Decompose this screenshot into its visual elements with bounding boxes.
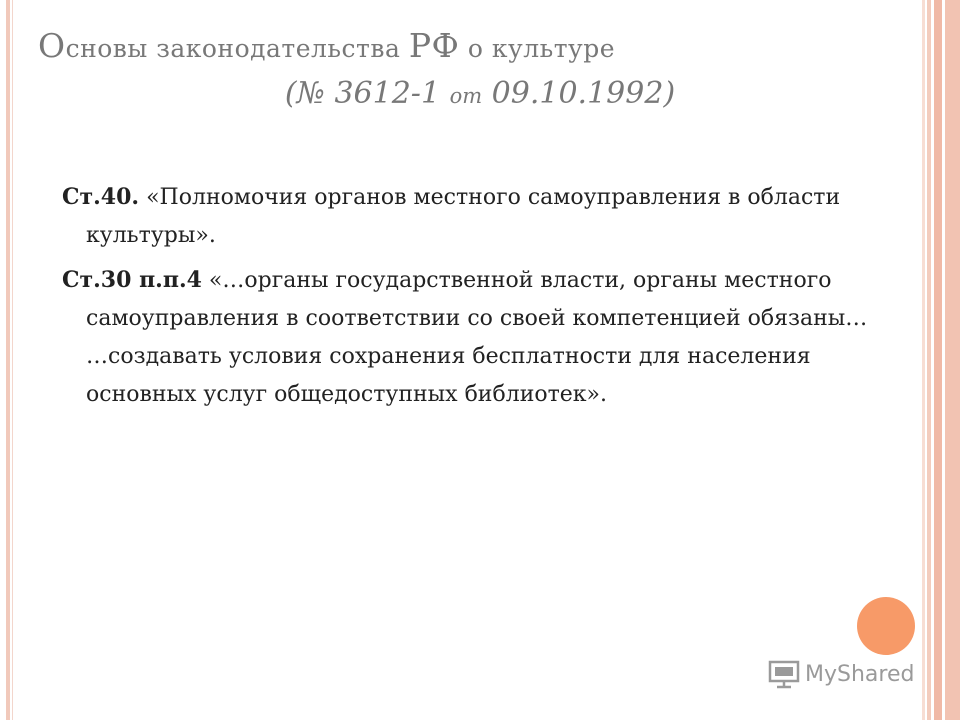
watermark-text: MyShared xyxy=(805,661,915,687)
article-ref: Ст.40. xyxy=(62,184,140,210)
paragraph-article-40 xyxy=(62,178,892,255)
title-rest: сновы законодательства xyxy=(65,34,409,63)
slide-subtitle xyxy=(0,76,960,111)
title-first-letter: О xyxy=(38,26,66,65)
subtitle-open: (№ 3612-1 xyxy=(284,76,450,111)
accent-circle xyxy=(857,597,915,655)
slide-title xyxy=(38,26,918,65)
body-text xyxy=(62,178,892,420)
watermark-logo xyxy=(767,656,914,692)
title-tail: о культуре xyxy=(459,34,616,63)
paragraph-article-30 xyxy=(62,261,892,414)
article-text: «Полномочия органов местного самоуправления в области культуры». xyxy=(86,185,841,248)
subtitle-ot: от xyxy=(449,84,483,108)
title-rf: РФ xyxy=(408,26,460,65)
article-ref: Ст.30 п.п.4 xyxy=(62,267,202,293)
article-text: «…органы государственной власти, органы местного самоуправления в соответствии со своей компетенцией обязаны… …создавать условия сохранения бесплатности для населения основных услуг общедоступных библиотек». xyxy=(86,268,868,407)
subtitle-close: 09.10.1992) xyxy=(482,76,676,111)
presentation-board-icon xyxy=(767,659,801,689)
